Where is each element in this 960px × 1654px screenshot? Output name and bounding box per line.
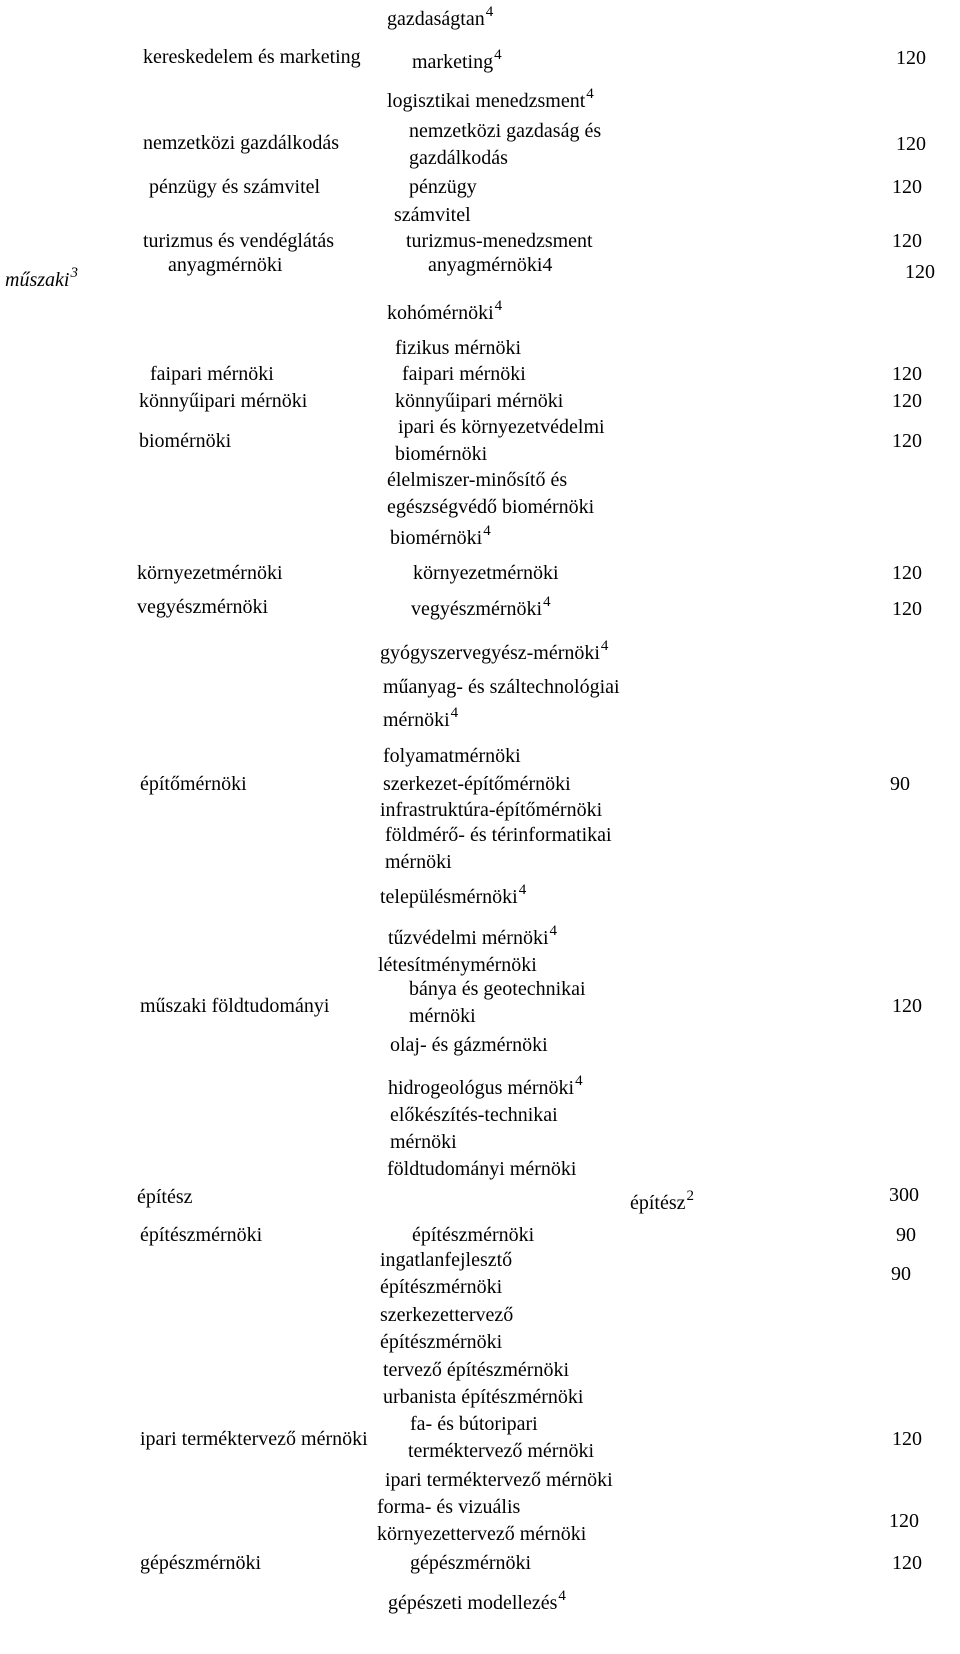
entry-epitesz-s	[630, 1190, 694, 1218]
entry-text: vegyészmérnöki	[137, 596, 269, 618]
entry-credit10	[892, 596, 922, 622]
entry-text: vegyészmérnöki	[411, 598, 543, 620]
entry-text: szerkezet-építőmérnöki	[383, 773, 571, 795]
entry-text: 120	[892, 1552, 922, 1574]
entry-text: 120	[892, 430, 922, 452]
entry-text: gyógyszervegyész-mérnöki	[380, 642, 600, 664]
entry-text: környezetmérnöki	[137, 562, 283, 584]
footnote-marker: 2	[686, 1188, 695, 1204]
entry-credit12	[892, 993, 922, 1019]
entry-text: 120	[892, 230, 922, 252]
entry-marketing	[412, 49, 502, 77]
entry-muszaki	[5, 267, 78, 295]
entry-penzugy-g	[149, 174, 320, 200]
entry-text: 120	[905, 261, 935, 283]
entry-anyag-g	[168, 252, 282, 278]
entry-epmern-s	[412, 1222, 534, 1248]
entry-text: anyagmérnöki4	[428, 254, 553, 276]
entry-text: környezetmérnöki	[413, 562, 559, 584]
entry-text: 120	[892, 176, 922, 198]
entry-text: műanyag- és száltechnológiai	[383, 676, 620, 698]
entry-konnyu-g	[139, 388, 307, 414]
footnote-marker: 4	[483, 523, 491, 539]
footnote-marker: 4	[494, 298, 503, 314]
entry-text: földtudományi mérnöki	[387, 1158, 577, 1180]
entry-credit3	[892, 174, 922, 200]
entry-text: 120	[892, 995, 922, 1017]
entry-text: 120	[892, 363, 922, 385]
entry-text: előkészítés-technikai	[390, 1104, 558, 1126]
entry-text: műszaki földtudományi	[140, 995, 330, 1017]
entry-text: számvitel	[394, 204, 471, 226]
footnote-marker: 4	[575, 1073, 583, 1089]
entry-text: 120	[892, 390, 922, 412]
entry-forma1	[377, 1494, 520, 1520]
entry-text: 120	[892, 1428, 922, 1450]
entry-text: településmérnöki	[380, 886, 518, 908]
entry-text: infrastruktúra-építőmérnöki	[380, 799, 603, 821]
entry-nemzetkozi-g	[143, 130, 339, 156]
entry-text: fa- és bútoripari	[410, 1413, 538, 1435]
entry-text: nemzetközi gazdálkodás	[143, 132, 340, 154]
entry-text: építész	[137, 1186, 193, 1208]
entry-credit11	[890, 771, 910, 797]
entry-text: műszaki	[5, 269, 70, 291]
entry-penzugy-s	[409, 174, 477, 200]
entry-credit15	[891, 1261, 911, 1287]
entry-faipari-s	[402, 361, 526, 387]
entry-epito-g	[140, 771, 247, 797]
entry-text: turizmus és vendéglátás	[143, 230, 335, 252]
footnote-marker: 3	[70, 265, 78, 281]
entry-text: olaj- és gázmérnöki	[390, 1034, 548, 1056]
entry-text: nemzetközi gazdaság és	[409, 120, 602, 142]
entry-text: logisztikai menedzsment	[387, 90, 586, 112]
entry-text: hidrogeológus mérnöki	[388, 1077, 575, 1099]
entry-text: biomérnöki	[139, 430, 232, 452]
entry-text: szerkezettervező	[380, 1304, 514, 1326]
entry-hidro	[388, 1075, 583, 1103]
entry-gyogy	[380, 640, 608, 668]
entry-text: ipari terméktervező mérnöki	[140, 1428, 368, 1450]
entry-turizmus-g	[143, 228, 334, 254]
entry-gazdasagtan	[387, 6, 493, 34]
footnote-marker: 4	[494, 47, 502, 63]
entry-text: mérnöki	[390, 1131, 457, 1153]
entry-koho	[387, 300, 502, 328]
entry-text: létesítménymérnöki	[378, 954, 537, 976]
entry-text: 300	[889, 1184, 919, 1206]
entry-text: élelmiszer-minősítő és	[387, 469, 568, 491]
entry-text: faipari mérnöki	[150, 363, 274, 385]
entry-text: gépészmérnöki	[410, 1552, 532, 1574]
footnote-marker: 4	[518, 882, 527, 898]
entry-text: építőmérnöki	[140, 773, 247, 795]
entry-credit18	[892, 1550, 922, 1576]
entry-text: 120	[892, 562, 922, 584]
entry-credit5	[905, 259, 935, 285]
entry-elokesz2	[390, 1129, 457, 1155]
entry-text: ipari terméktervező mérnöki	[385, 1469, 613, 1491]
entry-text: gazdálkodás	[409, 147, 508, 169]
entry-korny-s	[413, 560, 559, 586]
entry-text: mérnöki	[385, 851, 452, 873]
entry-tervezo	[383, 1357, 569, 1383]
entry-letesitmeny	[378, 952, 537, 978]
entry-credit17	[889, 1508, 919, 1534]
entry-text: 90	[891, 1263, 911, 1285]
entry-anyag-s	[428, 252, 552, 278]
entry-text: biomérnöki	[395, 443, 488, 465]
footnote-marker: 4	[549, 923, 558, 939]
entry-credit9	[892, 560, 922, 586]
entry-text: faipari mérnöki	[402, 363, 526, 385]
entry-text: építészmérnöki	[412, 1224, 535, 1246]
entry-credit2	[896, 131, 926, 157]
entry-gepesz-s	[410, 1550, 531, 1576]
entry-text: mérnöki	[409, 1005, 476, 1027]
entry-text: 90	[896, 1224, 916, 1246]
entry-korny-g	[137, 560, 283, 586]
entry-ipari-kv2	[395, 441, 487, 467]
entry-szerkterv2	[380, 1329, 502, 1355]
entry-urbanista	[383, 1384, 584, 1410]
entry-text: földmérő- és térinformatikai	[385, 824, 612, 846]
entry-elokesz1	[390, 1102, 558, 1128]
entry-text: egészségvédő biomérnöki	[387, 496, 595, 518]
entry-fabutor2	[408, 1438, 594, 1464]
entry-nemzetkozi-s2	[409, 145, 508, 171]
entry-faipari-g	[150, 361, 274, 387]
entry-text: kereskedelem és marketing	[143, 46, 361, 68]
entry-text: pénzügy és számvitel	[149, 176, 321, 198]
footnote-marker: 4	[450, 705, 459, 721]
entry-muanyag2	[383, 707, 458, 735]
entry-text: 120	[889, 1510, 919, 1532]
entry-text: biomérnöki	[390, 527, 483, 549]
entry-vegy-g	[137, 594, 268, 620]
entry-ingatlan2	[380, 1274, 502, 1300]
entry-infra	[380, 797, 602, 823]
entry-banya1	[409, 976, 586, 1002]
entry-text: gazdaságtan	[387, 8, 485, 30]
entry-foldmero1	[385, 822, 612, 848]
entry-bio-g	[139, 428, 231, 454]
entry-text: könnyűipari mérnöki	[395, 390, 564, 412]
entry-text: építész	[630, 1192, 686, 1214]
entry-bio-s	[390, 525, 491, 553]
entry-nemzetkozi-s1	[409, 118, 601, 144]
entry-szamvitel	[394, 202, 471, 228]
entry-muanyag1	[383, 674, 620, 700]
entry-text: 120	[892, 598, 922, 620]
entry-gepmod	[388, 1590, 566, 1618]
entry-fabutor1	[410, 1411, 538, 1437]
entry-text: építészmérnöki	[380, 1331, 503, 1353]
entry-telepules	[380, 884, 526, 912]
entry-text: 120	[896, 133, 926, 155]
entry-credit16	[892, 1426, 922, 1452]
entry-credit7	[892, 388, 922, 414]
entry-text: 90	[890, 773, 910, 795]
entry-text: ingatlanfejlesztő	[380, 1249, 513, 1271]
entry-szerkterv1	[380, 1302, 513, 1328]
entry-epitesz-g	[137, 1184, 193, 1210]
footnote-marker: 4	[586, 86, 594, 102]
entry-fizikus	[395, 335, 521, 361]
entry-tuzved	[388, 925, 557, 953]
entry-text: mérnöki	[383, 709, 450, 731]
entry-text: könnyűipari mérnöki	[139, 390, 308, 412]
entry-foldmero2	[385, 849, 452, 875]
entry-text: turizmus-menedzsment	[406, 230, 593, 252]
entry-text: építészmérnöki	[140, 1224, 263, 1246]
entry-text: folyamatmérnöki	[383, 745, 521, 767]
entry-credit6	[892, 361, 922, 387]
entry-ingatlan1	[380, 1247, 512, 1273]
entry-banya2	[409, 1003, 476, 1029]
entry-text: környezettervező mérnöki	[377, 1523, 587, 1545]
entry-gepesz-g	[140, 1550, 261, 1576]
entry-text: pénzügy	[409, 176, 477, 198]
entry-text: gépészmérnöki	[140, 1552, 262, 1574]
entry-credit14	[896, 1222, 916, 1248]
entry-olaj	[390, 1032, 548, 1058]
entry-text: építészmérnöki	[380, 1276, 503, 1298]
entry-text: terméktervező mérnöki	[408, 1440, 595, 1462]
entry-epmern-g	[140, 1222, 262, 1248]
entry-text: fizikus mérnöki	[395, 337, 522, 359]
entry-text: urbanista építészmérnöki	[383, 1386, 584, 1408]
entry-foldtud	[387, 1156, 576, 1182]
entry-logisztikai	[387, 88, 594, 116]
entry-text: bánya és geotechnikai	[409, 978, 586, 1000]
entry-text: tűzvédelmi mérnöki	[388, 927, 549, 949]
footnote-marker: 4	[485, 4, 494, 20]
entry-credit4	[892, 228, 922, 254]
entry-ipt-g	[140, 1426, 368, 1452]
entry-text: anyagmérnöki	[168, 254, 283, 276]
entry-text: 120	[896, 47, 926, 69]
entry-text: forma- és vizuális	[377, 1496, 521, 1518]
entry-ipari-kv1	[398, 414, 605, 440]
entry-vegy-s	[411, 596, 551, 624]
entry-fold-g	[140, 993, 329, 1019]
entry-elelm1	[387, 467, 567, 493]
footnote-marker: 4	[558, 1588, 566, 1604]
entry-konnyu-s	[395, 388, 563, 414]
entry-szerkezet	[383, 771, 571, 797]
entry-elelm2	[387, 494, 594, 520]
footnote-marker: 4	[600, 638, 609, 654]
entry-ipt-s	[385, 1467, 613, 1493]
entry-text: ipari és környezetvédelmi	[398, 416, 605, 438]
entry-turizmus-s	[406, 228, 593, 254]
entry-credit13	[889, 1182, 919, 1208]
entry-text: gépészeti modellezés	[388, 1592, 558, 1614]
entry-text: tervező építészmérnöki	[383, 1359, 570, 1381]
entry-folyamat	[383, 743, 521, 769]
entry-text: kohómérnöki	[387, 302, 494, 324]
entry-kereskedelem	[143, 44, 361, 70]
entry-credit8	[892, 428, 922, 454]
footnote-marker: 4	[543, 594, 551, 610]
entry-text: marketing	[412, 51, 494, 73]
entry-forma2	[377, 1521, 586, 1547]
entry-credit1	[896, 45, 926, 71]
